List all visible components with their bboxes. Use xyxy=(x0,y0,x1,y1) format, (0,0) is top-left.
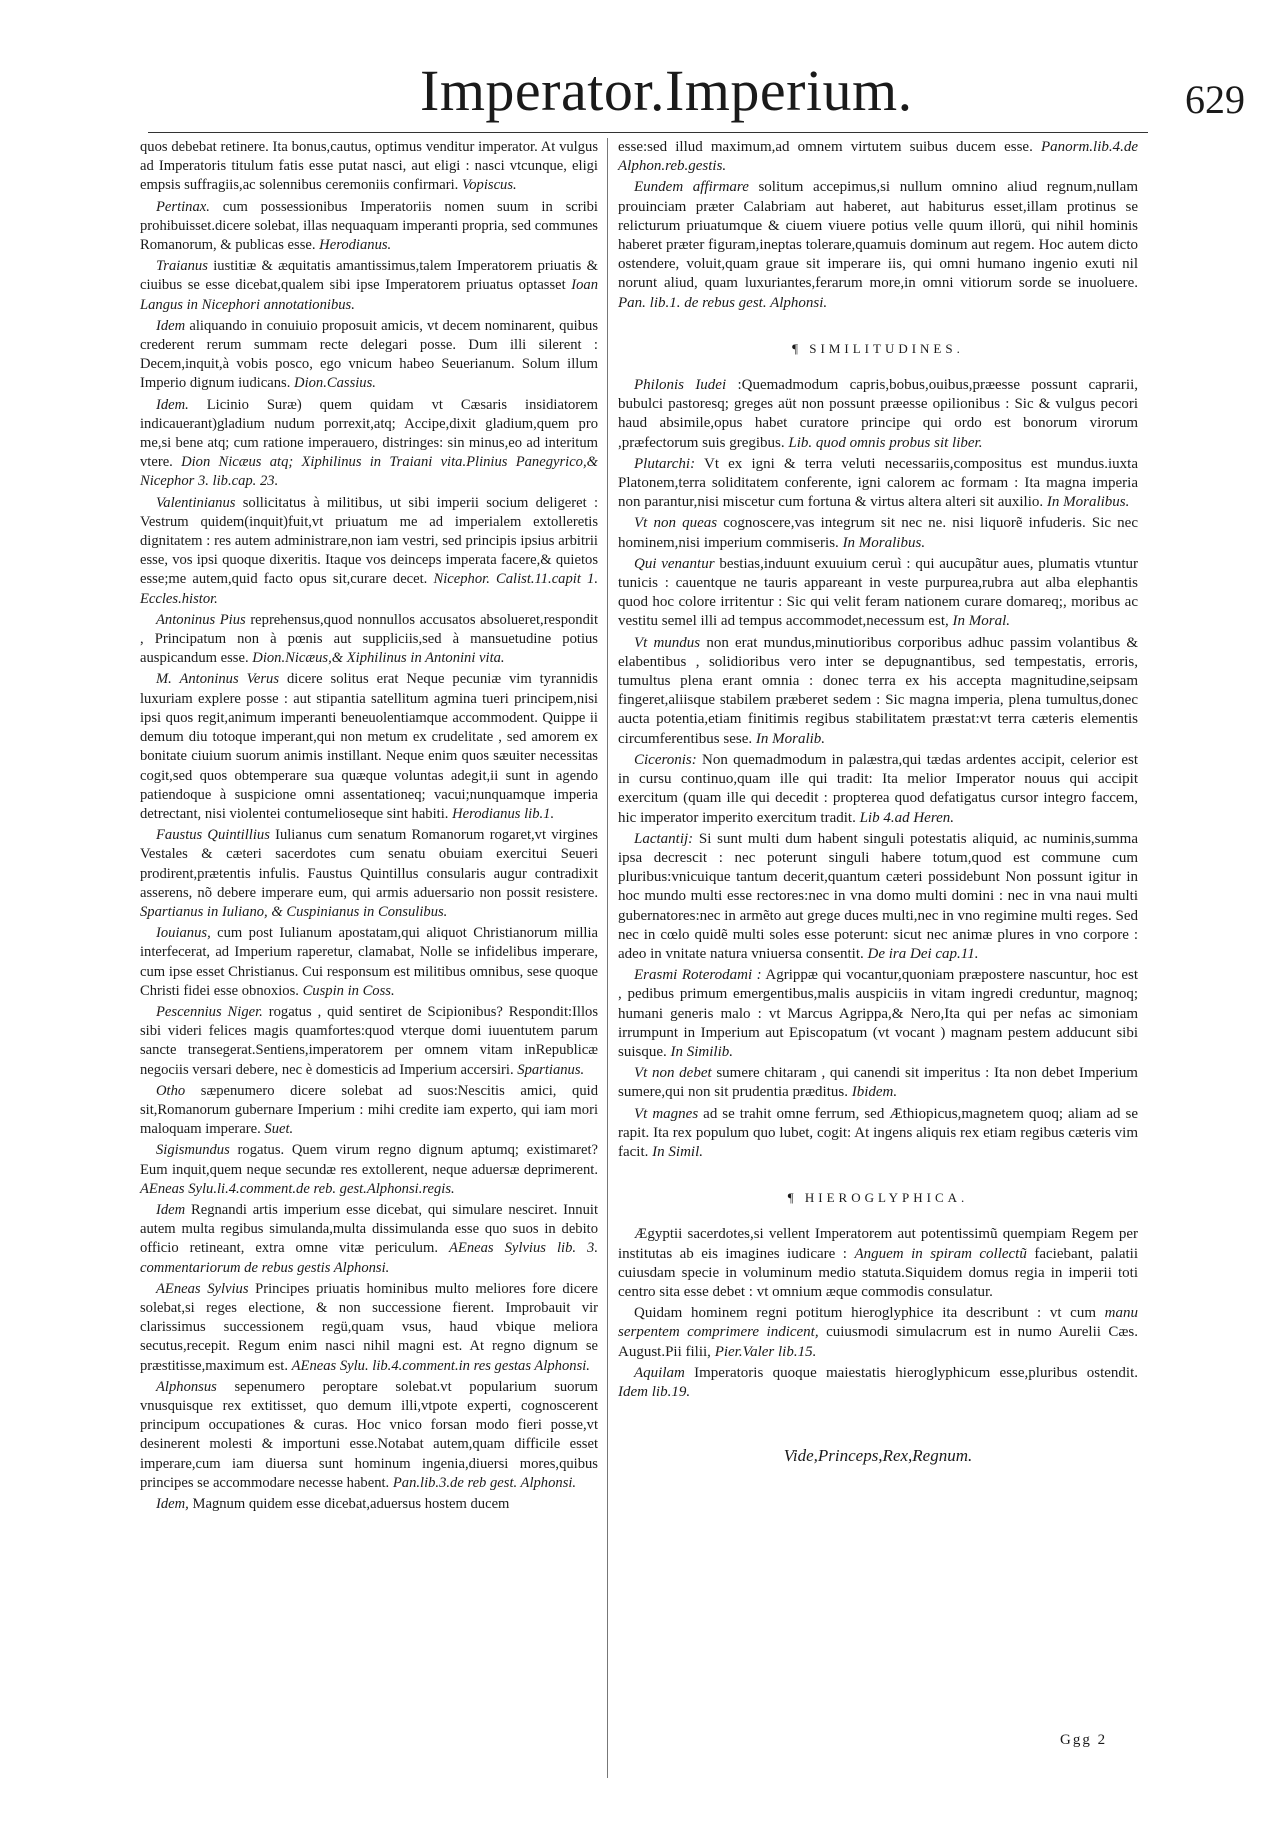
entry-paragraph xyxy=(618,830,1138,964)
entry-lead: AEneas Sylvius xyxy=(156,1280,249,1297)
entry-paragraph xyxy=(618,634,1138,749)
entry-paragraph xyxy=(140,494,598,609)
entry-paragraph xyxy=(618,966,1138,1062)
page-number: 629 xyxy=(1185,77,1245,122)
entry-text: sumere chitaram , qui canendi sit imperitus : Ita non debet Imperium sumere,qui non sit prudentia præditus. xyxy=(618,1065,1138,1101)
entry-lead: Sigismundus xyxy=(156,1142,230,1159)
entry-text: aliquando in conuiuio proposuit amicis, vt decem nominarent, quibus crederent rerum summam recte delegari posse. Dum illi silerent : Decem,inquit,à vobis posco, ego vnicum habeo Seuerianum. Solum illum Imperio dignum iudicans. xyxy=(140,317,598,392)
entry-text: sepenumero peroptare solebat.vt popularium suorum vnusquisque rex extitisset, quo demum illi,vtpote experti, cognoscerent principum occupationes & curas. Hoc vnico forsan modo fieri posse,vt desinerent molesti & importuni esse.Notabat autem,quam difficile esset imperare,cum iam diuersa sunt hominum ingenia,diuersi mores,quibus principes se accommodare necesse habent. xyxy=(140,1378,598,1491)
entry-source: Lib. quod omnis probus sit liber. xyxy=(788,434,983,451)
entry-source: Spartianus. xyxy=(517,1061,585,1078)
entry-paragraph xyxy=(618,751,1138,828)
entry-source: In Moralibus. xyxy=(842,534,926,551)
column-divider xyxy=(607,138,608,1778)
entry-lead: Plutarchi: xyxy=(634,455,696,472)
entry-text: ad se trahit omne ferrum, sed Æthiopicus,magnetem quoq; aliam ad se rapit. Ita rex populum quo lubet, cogit: At ingens aliquis rex etiam regibus cæteris vim facit. xyxy=(618,1105,1138,1160)
entry-paragraph xyxy=(618,376,1138,453)
entry-source: Vopiscus. xyxy=(461,177,517,194)
entry-text: :Quemadmodum capris,bobus,ouibus,præesse possunt caprarii, bubulci pastoresq; greges aüt non possunt præesse opilionibus : Sic & vulgus pecori haud absimile,opus habet curatore principe qui ordo est bonorum virorum ,præfectorum suis gregibus. xyxy=(618,377,1138,451)
entry-text: Quidam hominem regni potitum hieroglyphice ita describunt : vt cum xyxy=(634,1305,1096,1322)
entry-paragraph xyxy=(618,1064,1138,1102)
entry-source: Ibidem. xyxy=(851,1084,898,1101)
entry-lead: Idem. xyxy=(156,396,189,413)
entry-source: AEneas Sylvius lib. 3. commentariorum de rebus gestis Alphonsi. xyxy=(140,1240,598,1276)
entry-lead: Traianus xyxy=(156,258,208,275)
entry-text: sollicitatus à militibus, ut sibi imperii socium deligeret : Vestrum quidem(inquit)fuit,vt priuatum me ad imperialem extolleretis dignitatem : res autem administrare,non iam vestri, sed principis ipsius arbitrii esse, vos ipsi quoque dixeritis. Itaque vos deinceps imperata facere,& quietos esse;me autem,quid facto opus sit,curare decet. xyxy=(140,494,598,588)
entry-source: Pan. lib.1. de rebus gest. Alphonsi. xyxy=(618,294,828,311)
entry-text: cum post Iulianum apostatam,qui aliquot Christianorum millia interfecerat, ad Imperium raperetur, clamabat, Nolle se infidelibus imperare, cum ipse esset Christianus. Cui responsum est militibus omnibus, sese quoque Christi fidei esse obnoxios. xyxy=(140,925,599,999)
entry-paragraph xyxy=(618,1105,1138,1163)
entry-lead: Qui venantur xyxy=(634,555,715,572)
entry-lead: Lactantij: xyxy=(634,830,694,847)
entry-lead: Pescennius Niger. xyxy=(156,1003,263,1020)
entry-lead: Antoninus Pius xyxy=(156,611,246,628)
entry-paragraph xyxy=(140,1378,598,1493)
entry-paragraph xyxy=(140,1141,598,1199)
entry-text: quos debebat retinere. Ita bonus,cautus, optimus venditur imperator. At vulgus ad Imperatoris titulum fatis esse putat nasci, aut eligi : nasci vtcunque, eligi empsis suffragiis,ac solennibus ceremoniis confirmari. xyxy=(140,139,598,194)
entry-text: iustitiæ & æquitatis amantissimus,talem Imperatorem priuatis & ciuibus se esse dicebat,qualem sibi ipse Imperatorem priuatus optasset xyxy=(140,258,598,294)
entry-lead: Idem xyxy=(156,317,186,334)
entry-paragraph xyxy=(618,455,1138,513)
entry-text: cuiusmodi simulacrum est in numo Aurelii Cæs. August.Pii filii, xyxy=(618,1324,1139,1360)
see-also-reference: Vide,Princeps,Rex,Regnum. xyxy=(783,1446,973,1466)
entry-paragraph xyxy=(140,396,598,492)
entry-lead: Aquilam xyxy=(634,1364,685,1381)
entry-text: cum possessionibus Imperatoriis nomen suum in scribi prohibuisset.dicere solebat, illas nequaquam imperanti propria, sed communes Romanorum, & publicas esse. xyxy=(140,198,598,254)
entry-paragraph xyxy=(140,1280,598,1376)
entry-lead: Vt mundus xyxy=(634,634,701,651)
entry-text: faciebant, palatii cuiusdam specie in voluminum medio statuta.Siquidem domus regia in imperii toti centro sita esse debet : vt omnium æque commodis consulatur. xyxy=(618,1245,1139,1300)
entry-paragraph xyxy=(618,138,1138,176)
entry-lead: Vt magnes xyxy=(634,1105,699,1122)
entry-text: Regnandi artis imperium esse dicebat, qui simulare nesciret. Innuit autem multa regibus simulanda,multa dissimulanda esse quo suos in debito officio retineant, extra omne vitæ periculum. xyxy=(140,1201,598,1257)
entry-text: Si sunt multi dum habent singuli potestatis aliquid, ac numinis,summa ipsa decrescit : nec poterunt singuli habere totum,quod est commune cum pluribus:vnicuique tantum decerit,quantum cæteri possidebunt Non possunt igitur in hoc mundo multi esse rectores:nec in vna domo multi domini : nec in vna naui multi gubernatores:nec in armẽto aut grege duces multi,nec in vno regimine multi reges. Sed nec in cœlo quidẽ multi soles esse poterunt: sicut nec animæ plures in vno corpore : adeo in vnitate natura vniuersa consentit. xyxy=(618,830,1138,962)
entry-paragraph xyxy=(140,826,598,922)
entry-text: Principes priuatis hominibus multo meliores fore dicere solebat,si reges electione, & non successione fierent. Improbauit vir clarissimus successionem regü,quam vsus, haud vbique meliora secutus,recepit. Regum enim nasci nihil magni est. At regno dignum se præstitisse,maximum est. xyxy=(140,1280,598,1374)
entry-paragraph xyxy=(140,611,598,669)
entry-paragraph xyxy=(140,138,598,196)
entry-text: Agrippæ qui vocantur,quoniam præpostere nascuntur, hoc est , pedibus primum emergentibus,malis auspiciis in vitam ingredi creduntur, magnoq; humani generis malo : vt Marcus Agrippa,& Nero,Ita qui per nefas ac simoniam irrumpunt in Imperium aut Episcopatum (vt vocant ) magnam pestem adducunt sibi suisque. xyxy=(618,967,1138,1060)
entry-source: AEneas Sylu. lib.4.comment.in res gestas Alphonsi. xyxy=(291,1357,590,1374)
entry-paragraph xyxy=(140,1495,598,1514)
header-rule xyxy=(148,132,1148,133)
entry-source: AEneas Sylu.li.4.comment.de reb. gest.Alphonsi.regis. xyxy=(140,1180,455,1197)
entry-text: Imperatoris quoque maiestatis hieroglyphicum esse,pluribus ostendit. xyxy=(694,1364,1139,1381)
entry-text: rogatus , quid sentiret de Scipionibus? Respondit:Illos sibi videri felices magis quamfortes:quod vterque domi iuuentutem parum sancte transegerat.Sentiens,imperatorem per omnem vitam inRepublicæ negociis versari debere, nec è domesticis ad Imperium accersiri. xyxy=(140,1003,598,1078)
entry-lead: Idem xyxy=(156,1201,186,1218)
entry-source: De ira Dei cap.11. xyxy=(867,945,979,962)
entry-source: Pier.Valer lib.15. xyxy=(714,1343,817,1360)
entry-source: In Moralib. xyxy=(755,730,826,747)
entry-emphasis: manu serpentem comprimere indicent, xyxy=(618,1305,1138,1341)
entry-source: Spartianus in Iuliano, & Cuspinianus in Consulibus. xyxy=(140,903,448,920)
left-column xyxy=(140,138,598,1516)
entry-source: Dion.Cassius. xyxy=(294,375,376,392)
entry-source: Herodianus lib.1. xyxy=(452,805,555,822)
entry-lead: Philonis Iudei xyxy=(634,377,727,394)
entry-paragraph xyxy=(140,1201,598,1278)
entry-paragraph xyxy=(618,178,1138,312)
entry-source: Cuspin in Coss. xyxy=(302,982,395,999)
entry-paragraph xyxy=(140,198,598,256)
entry-paragraph xyxy=(140,670,598,824)
entry-text: rogatus. Quem virum regno dignum aptumq; existimaret? Eum inquit,quem neque secundæ res extollerent, neque aduersæ deprimerent. xyxy=(140,1142,598,1178)
entry-source: Lib 4.ad Heren. xyxy=(859,809,955,826)
entry-text: dicere solitus erat Neque pecuniæ vim tyrannidis luxuriam explere posse : aut stipantia satellitum agmina tueri principem,nisi ipsi quos regit,animum imperanti beneuolentiamque accommodent. Quippe ii demum diu totoque imperant,qui non metum ex crudelitate , sed amorem ex bonitate ciuium suorum animis instillant. Neque enim quos sæuiter necessitas cogit,sed quos obtemperare sua quæque voluntas adegit,ii sunt in agendo patiendoque à suspicione omni assentationeq; vacui;nunquamque imperia detrectant, nisi violentei contumelioseque sint habiti. xyxy=(140,671,598,822)
entry-text: reprehensus,quod nonnullos accusatos absolueret,respondit , Principatum non à pœnis aut suppliciis,sed à mansuetudine potius auspicandum esse. xyxy=(140,611,599,667)
entry-source: Panorm.lib.4.de Alphon.reb.gestis. xyxy=(618,139,1139,175)
entry-paragraph xyxy=(618,514,1138,552)
entry-source: In Moral. xyxy=(952,613,1011,630)
entry-lead: Eundem affirmare xyxy=(634,179,749,196)
entry-paragraph xyxy=(618,555,1138,632)
entry-lead: Faustus Quintillius xyxy=(156,827,270,844)
entry-lead: Iouianus, xyxy=(156,925,211,942)
entry-source: In Similib. xyxy=(670,1043,733,1060)
entry-paragraph xyxy=(140,317,598,394)
running-header-title: Imperator.Imperium. xyxy=(420,58,913,123)
entry-text: Licinio Suræ) quem quidam vt Cæsaris insidiatorem indicauerant)gladium nudum porrexit,atq; Accipe,dixit gladium,quem pro me,si bene atq; cum ratione imperauero, distringes: sin minus,eo ad interitum vtere. xyxy=(140,396,598,471)
entry-source: Pan.lib.3.de reb gest. Alphonsi. xyxy=(392,1474,577,1491)
entry-paragraph xyxy=(140,924,598,1001)
entry-source: Suet. xyxy=(264,1121,294,1138)
entry-lead: M. Antoninus Verus xyxy=(156,671,280,688)
entry-lead: Alphonsus xyxy=(156,1378,217,1395)
entry-lead: Otho xyxy=(156,1082,186,1099)
entry-text: Iulianus cum senatum Romanorum rogaret,vt virgines Vestales & cæteri sacerdotes cum senatu obuiam exercitui Seueri prodirent,prætentis infulis. Faustus Quintillus consularis augur contradixit asserens, nõ debere imperare eum, qui armis aduersario non possit resistere. xyxy=(140,827,598,901)
entry-text: esse:sed illud maximum,ad omnem virtutem suibus ducem esse. xyxy=(618,139,1033,155)
entry-text: non erat mundus,minutioribus corporibus adhuc passim volantibus & elabentibus , solidioribus vero inter se depugnantibus, sed tempestatis, erroris, tumultus plena erant omnia : donec terra ex his accepta magnitudine,seipsam fingeret,aliisque stabilem præberet sedem : Sic magna imperia, plena tumultus,donec aucta potentia,etiam finitimis regibus stabilitatem præstat:vt terra cæteris elementis circumferentibus sese. xyxy=(618,634,1139,747)
entry-source: Herodianus. xyxy=(319,237,392,254)
entry-text: bestias,induunt exuuium ceruì : qui aucupãtur aues, plumatis vtuntur tunicis : cauentque ne tauris appareant in veste purpurea,rubra aut alba elephantis quod hoc colore irritentur : Sic qui velit feram nationem curare domareq;, moribus ac vestitu semel illi ad tempus accommodet,necessum est, xyxy=(618,555,1138,630)
entry-paragraph xyxy=(140,1003,598,1080)
entry-source: Dion Nicæus atq; Xiphilinus in Traiani vita.Plinius Panegyrico,& Nicephor 3. lib.cap. 23. xyxy=(140,454,598,490)
entry-lead: Ciceronis: xyxy=(634,751,697,768)
entry-text: sæpenumero dicere solebat ad suos:Nescitis amici, quid sit,Romanorum gubernare Imperium : mihi credite iam experto, qui iam mori maloquam imperare. xyxy=(140,1082,598,1138)
right-column xyxy=(618,138,1138,1465)
entry-paragraph xyxy=(140,1082,598,1140)
entry-paragraph xyxy=(618,1364,1138,1402)
entry-lead: Idem, xyxy=(156,1496,189,1513)
entry-lead: Vt non queas xyxy=(634,515,718,532)
entry-source: Ioan Langus in Nicephori annotationibus. xyxy=(140,277,598,313)
entry-text: solitum accepimus,si nullum omnino aliud regnum,nullam prouinciam præter Calabriam aut haberet, aut habiturus esset,illam protinus se relicturum priuatumque & ciuem viuere potius velle quum illorü, qui nihil hominis haberet præter figuram,ineptas tolerare,quamuis dominum aut regem. Hoc autem dicto ostendere, voluit,quam graue sit imperare iis, qui omni humano ingenio exuti nil norunt aliud, quam luxuriantes,ferarum more,in omni vitiorum sorde se inuoluere. xyxy=(618,179,1139,292)
hieroglyphica-heading: ¶ HIEROGLYPHICA. xyxy=(787,1190,969,1206)
entry-text: Magnum quidem esse dicebat,aduersus hostem ducem xyxy=(192,1496,510,1513)
entry-text: cognoscere,vas integrum sit nec ne. nisi liquorẽ infuderis. Sic nec hominem,nisi imperium commiseris. xyxy=(618,515,1138,551)
entry-text: Ægyptii sacerdotes,si vellent Imperatorem aut potentissimũ quempiam Regem per institutas ab eis imagines iudicare : xyxy=(618,1226,1138,1262)
entry-lead: Erasmi Roterodami : xyxy=(634,967,762,984)
entry-paragraph xyxy=(140,257,598,315)
entry-source: In Simil. xyxy=(652,1143,703,1160)
entry-emphasis: Anguem in spiram collectũ xyxy=(854,1245,1027,1262)
entry-paragraph xyxy=(618,1304,1138,1362)
signature-mark: Ggg 2 xyxy=(1060,1732,1108,1748)
entry-lead: Pertinax. xyxy=(156,198,210,215)
entry-paragraph xyxy=(618,1225,1138,1302)
entry-lead: Vt non debet xyxy=(634,1065,712,1082)
entry-source: In Moralibus. xyxy=(1046,494,1130,511)
entry-source: Dion.Nicæus,& Xiphilinus in Antonini vita. xyxy=(252,650,505,667)
entry-text: Vt ex igni & terra veluti necessariis,compositus est mundus.iuxta Platonem,terra soliditatem conferente, igni calorem ac formam : Ita magna imperia non parantur,nisi miscetur cum fortuna & virtus altera alteri sit auxilio. xyxy=(618,455,1138,511)
entry-source: Nicephor. Calist.11.capit 1. Eccles.histor. xyxy=(140,571,598,607)
entry-lead: Valentinianus xyxy=(156,494,236,511)
entry-source: Idem lib.19. xyxy=(618,1383,691,1400)
entry-text: Non quemadmodum in palæstra,qui tædas ardentes accipit, celerior est in cursu continuo,quam ille qui tradit: Ita melior Imperator nouus qui accipit exercitum (quam ille qui decedit : propterea quod defatigatus cursor integro faccem, hic imperator imperito exercitum tradit. xyxy=(618,751,1138,826)
similitudines-heading: ¶ SIMILITUDINES. xyxy=(792,340,964,356)
